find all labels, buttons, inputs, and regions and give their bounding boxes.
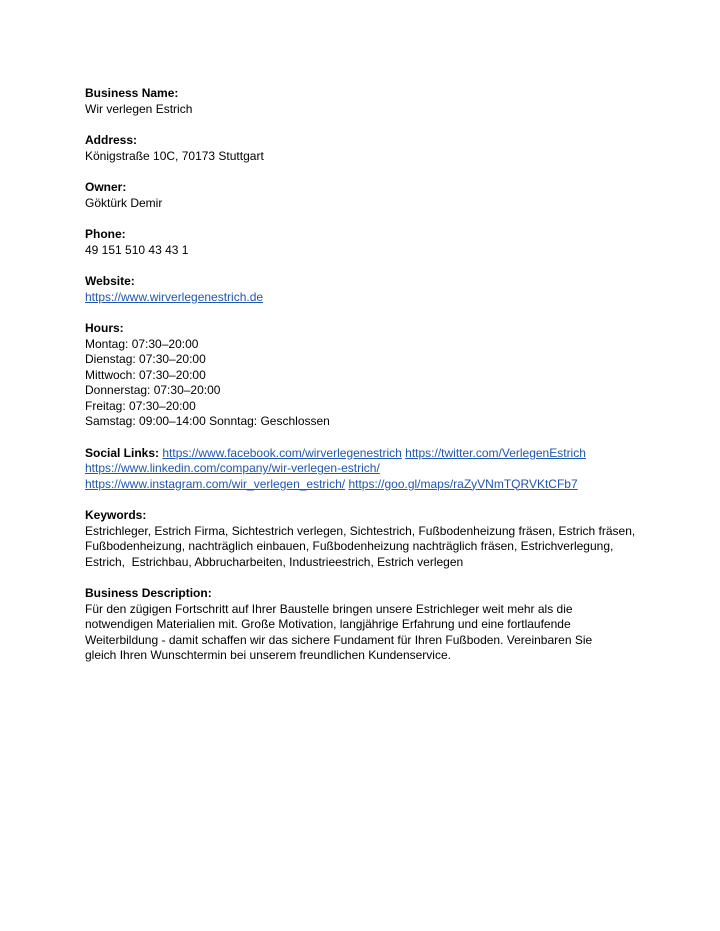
hours-line: Donnerstag: 07:30–20:00: [85, 383, 221, 397]
keywords-line: Estrich, Estrichbau, Abbrucharbeiten, Industrieestrich, Estrich verlegen: [85, 554, 464, 569]
hours-line: Montag: 07:30–20:00: [85, 336, 199, 351]
business-description-line: gleich Ihren Wunschtermin bei unserem freundlichen Kundenservice.: [85, 648, 451, 662]
address-label: Address:: [85, 133, 138, 147]
social-links-line-1: [85, 446, 645, 462]
linkedin-link[interactable]: https://www.linkedin.com/company/wir-verlegen-estrich/: [85, 461, 380, 475]
keywords-line: Fußbodenheizung, nachträglich einbauen, Fußbodenheizung nachträglich fräsen, Estrichverlegung,: [85, 539, 614, 553]
business-description-label: Business Description:: [85, 586, 212, 600]
document-page: [85, 86, 645, 680]
website-section: [85, 274, 645, 305]
business-description-section: [85, 586, 645, 664]
instagram-link[interactable]: https://www.instagram.com/wir_verlegen_estrich/: [85, 476, 346, 491]
keywords-label: Keywords:: [85, 508, 147, 522]
business-description-line: Für den zügigen Fortschritt auf Ihrer Baustelle bringen unsere Estrichleger weit mehr als die: [85, 601, 573, 616]
facebook-link[interactable]: https://www.facebook.com/wirverlegenestrich: [162, 445, 402, 460]
business-description-line: notwendigen Materialien mit. Große Motivation, langjährige Erfahrung und eine fortlaufende: [85, 617, 571, 631]
hours-line: Mittwoch: 07:30–20:00: [85, 367, 206, 382]
hours-line: Freitag: 07:30–20:00: [85, 398, 196, 413]
address-value: Königstraße 10C, 70173 Stuttgart: [85, 148, 264, 163]
phone-value: 49 151 510 43 43 1: [85, 242, 189, 257]
business-name-value: Wir verlegen Estrich: [85, 101, 193, 116]
social-links-section: [85, 446, 645, 493]
hours-line: Dienstag: 07:30–20:00: [85, 352, 206, 366]
owner-value: Göktürk Demir: [85, 195, 163, 210]
website-link[interactable]: https://www.wirverlegenestrich.de: [85, 289, 264, 304]
website-link-line: [85, 290, 645, 306]
twitter-link[interactable]: https://twitter.com/VerlegenEstrich: [405, 445, 586, 460]
business-name-label: Business Name:: [85, 86, 179, 100]
business-name-section: [85, 86, 645, 117]
social-links-line-2: [85, 461, 645, 477]
keywords-line: Estrichleger, Estrich Firma, Sichtestrich verlegen, Sichtestrich, Fußbodenheizung fräsen, Estrich fräsen,: [85, 523, 636, 538]
keywords-section: [85, 508, 645, 570]
website-label: Website:: [85, 274, 135, 288]
address-section: [85, 133, 645, 164]
hours-line: Samstag: 09:00–14:00 Sonntag: Geschlossen: [85, 414, 330, 428]
hours-section: [85, 321, 645, 430]
google-maps-link[interactable]: https://goo.gl/maps/raZyVNmTQRVKtCFb7: [348, 476, 578, 491]
business-description-line: Weiterbildung - damit schaffen wir das sichere Fundament für Ihren Fußboden. Vereinbaren Sie: [85, 632, 593, 647]
phone-label: Phone:: [85, 227, 126, 241]
social-links-label: Social Links:: [85, 445, 160, 460]
owner-label: Owner:: [85, 180, 127, 194]
phone-section: [85, 227, 645, 258]
owner-section: [85, 180, 645, 211]
social-links-line-3: [85, 477, 645, 493]
hours-label: Hours:: [85, 321, 124, 335]
